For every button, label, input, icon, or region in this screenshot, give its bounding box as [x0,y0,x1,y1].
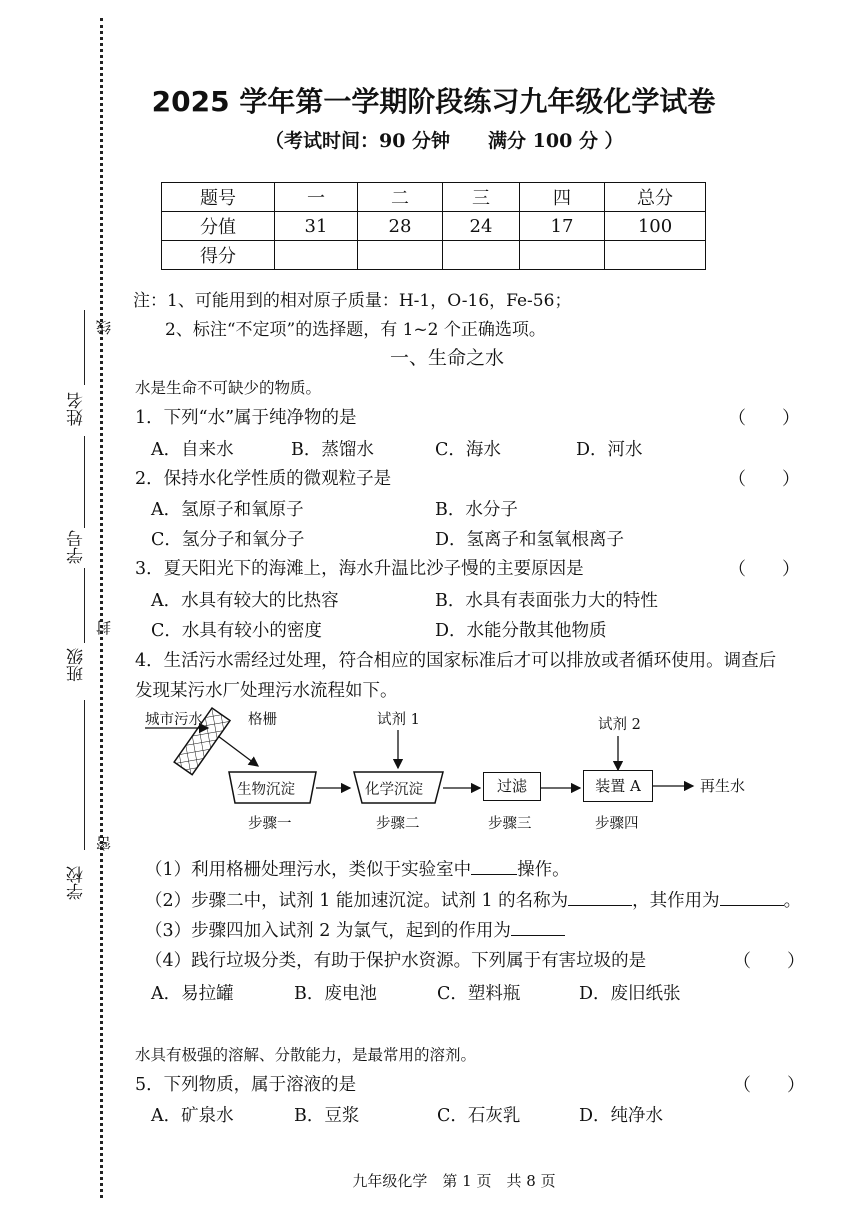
binding-dotted-line [100,18,103,1198]
question-5-stem: 5．下列物质，属于溶液的是 [135,1075,357,1095]
table-row [162,212,706,241]
question-4-2-text: （2）步骤二中，试剂 1 能加速沉淀。试剂 1 的名称为 [145,891,569,911]
note-1: 注：1、可能用到的相对原子质量：H-1，O-16，Fe-56； [133,291,572,311]
answer-paren[interactable]: （ ） [728,408,800,429]
table-header-row [162,183,706,212]
flow-box-filter: 过滤 [483,772,541,801]
table-cell: 三 [443,183,520,212]
option-c[interactable]: C．石灰乳 [437,1106,521,1126]
flow-reagent2-label: 试剂 2 [598,717,641,733]
question-4-2 [145,887,801,912]
class-label: 班级 [67,648,87,682]
table-cell: 题号 [162,183,275,212]
seal-seal-char: 封 [95,620,113,635]
option-c[interactable]: C．塑料瓶 [437,984,521,1004]
option-a[interactable]: A．易拉罐 [151,984,234,1004]
option-a[interactable]: A．水具有较大的比热容 [151,591,339,611]
seal-line-char: 线 [95,320,113,335]
table-cell: 得分 [162,241,275,270]
option-c[interactable]: C．水具有较小的密度 [151,621,322,641]
score-input-cell[interactable] [605,241,706,270]
option-c[interactable]: C．海水 [435,440,501,460]
class-field-line [84,568,85,643]
option-a[interactable]: A．氢原子和氧原子 [151,500,304,520]
section-intro-2: 水具有极强的溶解、分散能力，是最常用的溶剂。 [135,1046,477,1064]
question-1-stem: 1．下列“水”属于纯净物的是 [135,408,357,428]
id-field-line [84,436,85,528]
flow-output-label: 再生水 [700,777,746,795]
flow-grid-label: 格栅 [248,712,277,728]
option-d[interactable]: D．水能分散其他物质 [435,621,607,641]
table-cell: 四 [520,183,605,212]
section-intro: 水是生命不可缺少的物质。 [135,379,322,397]
question-4-1 [145,856,570,881]
answer-blank[interactable] [471,874,517,875]
table-cell: 24 [443,212,520,241]
answer-paren[interactable]: （ ） [733,1075,805,1096]
question-2-stem: 2．保持水化学性质的微观粒子是 [135,469,392,489]
name-field-line [84,310,85,385]
question-4-1-text: （1）利用格栅处理污水，类似于实验室中 [145,860,472,880]
option-a[interactable]: A．自来水 [151,440,234,460]
flow-step-4: 步骤四 [595,816,639,832]
question-4-3 [145,917,565,942]
flow-reagent1-label: 试剂 1 [377,712,420,728]
flow-step-3: 步骤三 [488,816,532,832]
school-field-line [84,700,85,850]
option-b[interactable]: B．水分子 [435,500,518,520]
option-b[interactable]: B．水具有表面张力大的特性 [435,591,658,611]
score-input-cell[interactable] [443,241,520,270]
section-heading: 一、生命之水 [390,347,505,369]
score-table [161,182,706,270]
answer-blank[interactable] [568,905,632,906]
table-cell: 17 [520,212,605,241]
score-input-cell[interactable] [275,241,358,270]
flow-box-device-a: 装置 A [583,770,653,802]
flow-source-label: 城市污水 [145,712,203,728]
question-4-2-mid: ，其作用为 [632,891,720,911]
score-input-cell[interactable] [358,241,443,270]
option-a[interactable]: A．矿泉水 [151,1106,234,1126]
seal-secret-char: 密 [95,836,113,851]
table-cell: 28 [358,212,443,241]
page-footer: 九年级化学 第 1 页 共 8 页 [352,1172,556,1190]
question-4-stem: 4．生活污水需经过处理，符合相应的国家标准后才可以排放或者循环使用。调查后 [135,651,777,671]
option-b[interactable]: B．蒸馏水 [291,440,374,460]
option-b[interactable]: B．废电池 [294,984,377,1004]
table-row [162,241,706,270]
answer-blank[interactable] [511,935,565,936]
table-cell: 分值 [162,212,275,241]
table-cell: 总分 [605,183,706,212]
option-d[interactable]: D．河水 [576,440,643,460]
question-4-2-end: 。 [783,891,802,911]
flow-box-chem-sediment: 化学沉淀 [365,782,423,798]
table-cell: 一 [275,183,358,212]
flow-step-1: 步骤一 [248,816,292,832]
score-input-cell[interactable] [520,241,605,270]
note-2: 2、标注“不定项”的选择题，有 1~2 个正确选项。 [165,320,546,340]
question-4-1-suffix: 操作。 [517,860,570,880]
answer-paren[interactable]: （ ） [728,559,800,580]
flow-diagram-lines [140,700,780,820]
table-cell: 100 [605,212,706,241]
answer-paren[interactable]: （ ） [733,951,805,972]
question-4-stem-cont: 发现某污水厂处理污水流程如下。 [135,681,398,701]
name-label: 姓名 [67,392,87,426]
option-c[interactable]: C．氢分子和氧分子 [151,530,305,550]
option-b[interactable]: B．豆浆 [294,1106,360,1126]
flow-step-2: 步骤二 [376,816,420,832]
question-3-stem: 3．夏天阳光下的海滩上，海水升温比沙子慢的主要原因是 [135,559,584,579]
school-label: 学校 [67,866,87,900]
id-label: 学号 [67,530,87,564]
option-d[interactable]: D．废旧纸张 [579,984,681,1004]
page-title: 2025 学年第一学期阶段练习九年级化学试卷 [151,85,716,118]
answer-blank[interactable] [720,905,784,906]
answer-paren[interactable]: （ ） [728,469,800,490]
table-cell: 二 [358,183,443,212]
flow-box-bio-sediment: 生物沉淀 [237,782,295,798]
table-cell: 31 [275,212,358,241]
question-4-4: （4）践行垃圾分类，有助于保护水资源。下列属于有害垃圾的是 [145,951,647,971]
option-d[interactable]: D．纯净水 [579,1106,664,1126]
question-4-3-text: （3）步骤四加入试剂 2 为氯气，起到的作用为 [145,921,511,941]
option-d[interactable]: D．氢离子和氢氧根离子 [435,530,625,550]
exam-info: （考试时间：90 分钟 满分 100 分 ） [265,130,624,152]
